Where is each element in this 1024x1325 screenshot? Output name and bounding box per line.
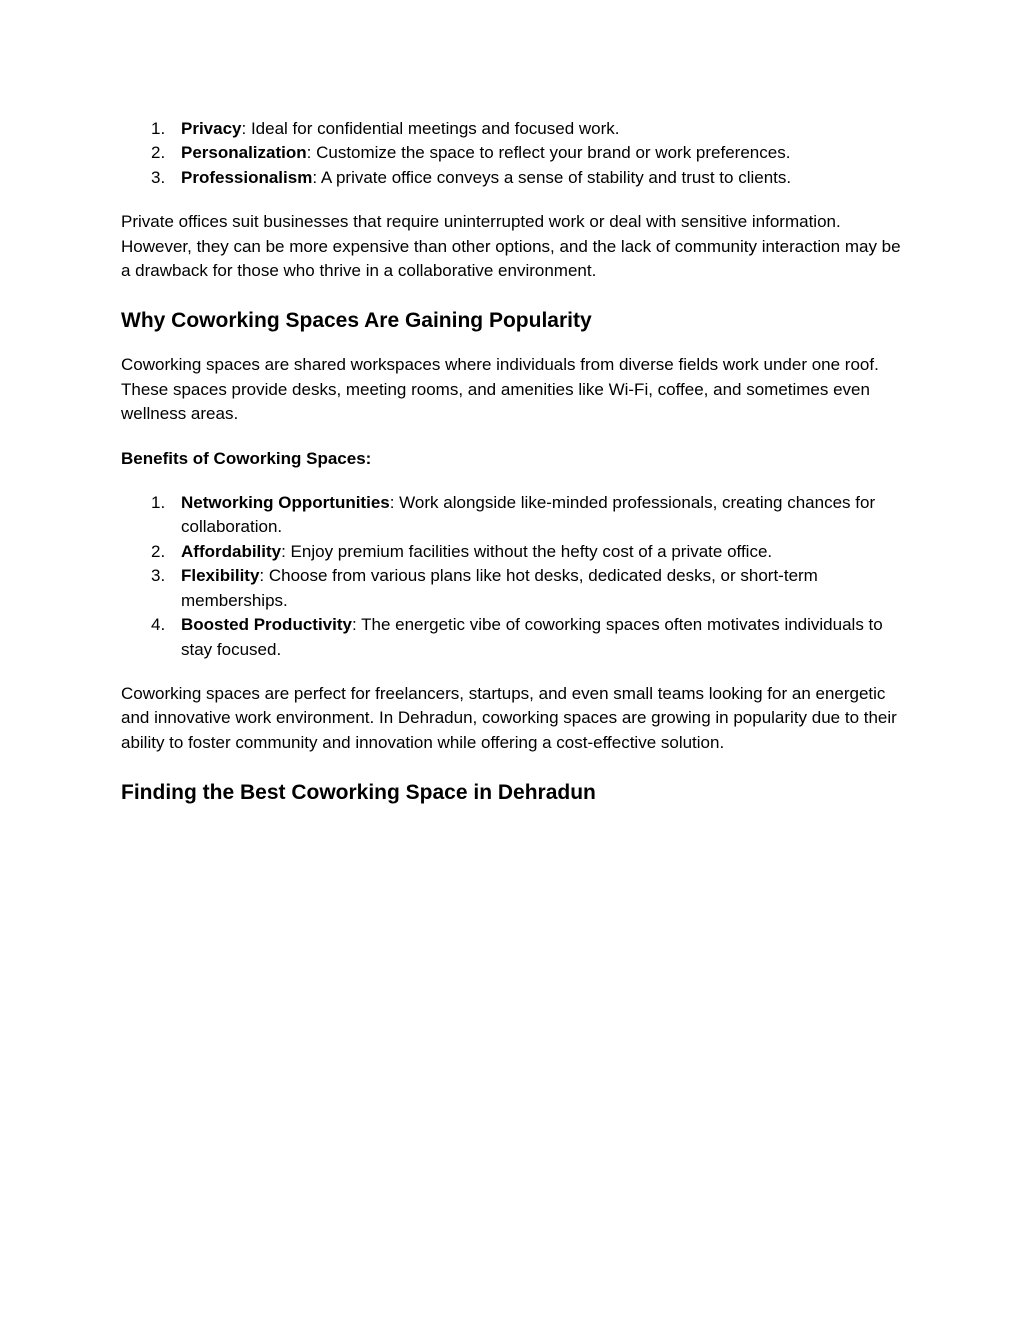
list-text: : Customize the space to reflect your brand or work preferences. [306,143,791,163]
list-item [121,141,911,165]
list-term: Professionalism [181,167,313,187]
section-heading-coworking-popularity: Why Coworking Spaces Are Gaining Popularity [121,309,592,333]
list-item [121,613,911,662]
list-item [121,117,911,141]
list-text: : The energetic vibe of coworking spaces often motivates individuals to stay focused. [181,615,883,659]
list-term: Boosted Productivity [181,615,352,635]
benefits-subheading: Benefits of Coworking Spaces: [121,448,372,468]
coworking-benefits-list [121,491,911,662]
list-number: 4. [151,615,166,635]
list-term: Networking Opportunities [181,493,390,513]
list-number: 1. [151,119,166,138]
list-text: : Work alongside like-minded professionals, creating chances for collaboration. [181,493,876,537]
private-office-paragraph: Private offices suit businesses that require uninterrupted work or deal with sensitive information. However, they can be more expensive than other options, and the lack of community interaction may be a drawback for those who thrive in a collaborative environment. [121,212,901,281]
list-number: 3. [151,566,166,586]
section-heading-finding-coworking: Finding the Best Coworking Space in Dehradun [121,781,596,805]
coworking-summary-paragraph: Coworking spaces are perfect for freelancers, startups, and even small teams looking for an energetic and innovative work environment. In Dehradun, coworking spaces are growing in popularity due to their ability to foster community and innovation while offering a cost-effective solution. [121,683,897,752]
private-office-benefits-list [121,117,911,190]
list-item [121,564,911,613]
list-text: : A private office conveys a sense of stability and trust to clients. [312,167,792,187]
list-term: Personalization [181,143,307,163]
coworking-intro-paragraph: Coworking spaces are shared workspaces where individuals from diverse fields work under one roof. These spaces provide desks, meeting rooms, and amenities like Wi-Fi, coffee, and sometimes even wellness areas. [121,355,879,424]
list-item [121,491,911,540]
list-number: 3. [151,167,166,187]
list-term: Affordability [181,541,282,561]
list-number: 1. [151,493,166,513]
list-text: : Ideal for confidential meetings and focused work. [241,119,620,138]
list-item [121,166,911,190]
document-page [121,117,911,807]
list-text: : Choose from various plans like hot desks, dedicated desks, or short-term memberships. [181,566,818,610]
list-term: Flexibility [181,566,260,586]
list-text: : Enjoy premium facilities without the hefty cost of a private office. [281,541,773,561]
list-number: 2. [151,541,166,561]
list-number: 2. [151,143,166,163]
list-item [121,540,911,564]
list-term: Privacy [181,119,242,138]
